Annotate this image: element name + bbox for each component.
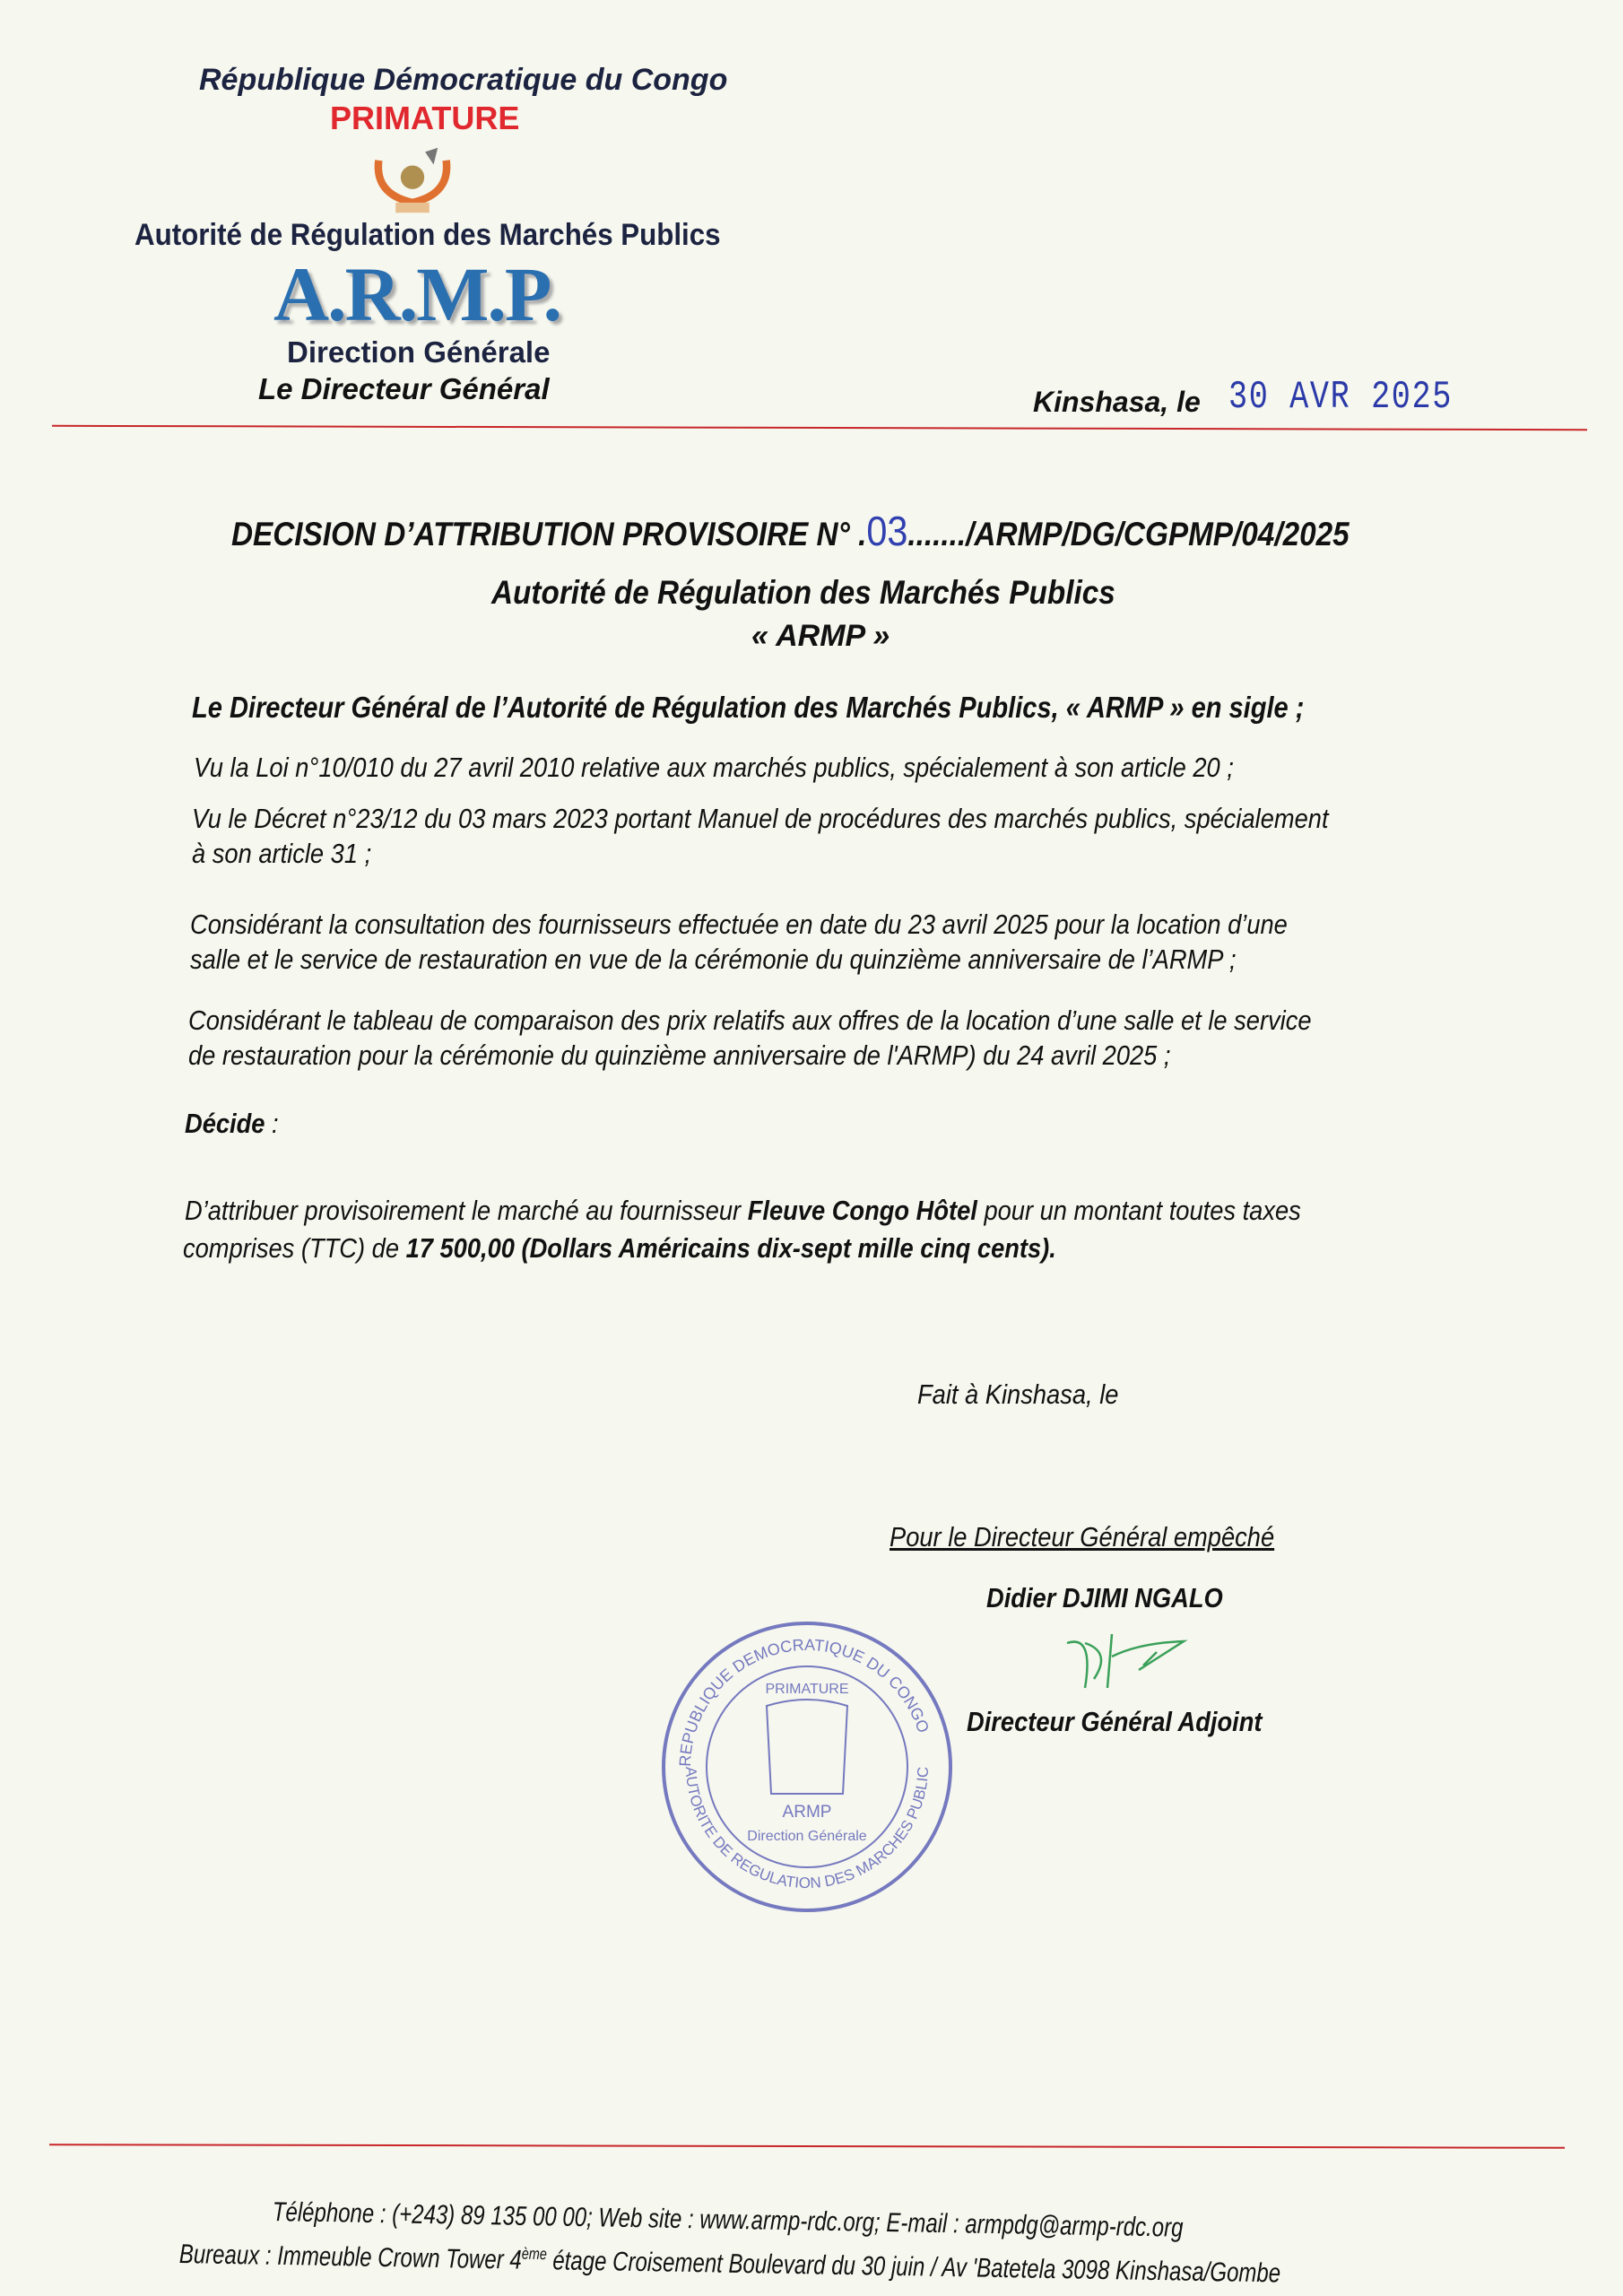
footer-divider bbox=[49, 2144, 1565, 2149]
ministry-name: PRIMATURE bbox=[330, 100, 520, 136]
decide-heading bbox=[185, 1108, 279, 1140]
intro-paragraph: Le Directeur Général de l’Autorité de Régulation des Marchés Publics, « ARMP » en sigle ; bbox=[192, 691, 1305, 724]
signature-place: Fait à Kinshasa, le bbox=[917, 1378, 1119, 1410]
header-divider bbox=[52, 425, 1587, 430]
decision-text-3: comprises (TTC) de bbox=[183, 1232, 406, 1264]
vu-decret-line-2: à son article 31 ; bbox=[192, 838, 372, 869]
footer-address bbox=[179, 2239, 1281, 2289]
country-name: République Démocratique du Congo bbox=[199, 63, 728, 97]
address-text-1: Bureaux : Immeuble Crown Tower 4 bbox=[178, 2239, 522, 2275]
signatory-name: Didier DJIMI NGALO bbox=[986, 1582, 1223, 1613]
considerant-1-line-2: salle et le service de restauration en vue de la cérémonie du quinzième anniversaire de l’ARMP ; bbox=[190, 944, 1237, 975]
contract-amount: 17 500,00 (Dollars Américains dix-sept mille cinq cents). bbox=[405, 1232, 1056, 1264]
decision-text-1: D’attribuer provisoirement le marché au fournisseur bbox=[185, 1195, 748, 1226]
considerant-2-line-1: Considérant le tableau de comparaison des prix relatifs aux offres de la location d’une salle et le service bbox=[188, 1004, 1312, 1036]
supplier-name: Fleuve Congo Hôtel bbox=[747, 1195, 977, 1226]
coat-of-arms-emblem bbox=[363, 144, 462, 215]
authority-name: Autorité de Régulation des Marchés Publics bbox=[135, 218, 721, 252]
decision-number: 03 bbox=[866, 508, 908, 554]
decision-text-2: pour un montant toutes taxes bbox=[976, 1195, 1301, 1226]
decision-line-2 bbox=[183, 1232, 1056, 1265]
address-text-2: étage Croisement Boulevard du 30 juin / Av 'Batetela 3098 Kinshasa/Gombe bbox=[546, 2246, 1281, 2289]
date-stamp: 30 AVR 2025 bbox=[1228, 375, 1453, 420]
decision-line-1 bbox=[185, 1195, 1301, 1227]
decision-title bbox=[231, 507, 1350, 555]
considerant-1-line-1: Considérant la consultation des fournisseurs effectuée en date du 23 avril 2025 pour la location d’une bbox=[190, 909, 1288, 940]
decision-prefix: DECISION D’ATTRIBUTION PROVISOIRE N° . bbox=[231, 516, 867, 552]
armp-logo-text: A.R.M.P. bbox=[273, 251, 561, 337]
title-authority: Autorité de Régulation des Marchés Publics bbox=[491, 574, 1115, 611]
stamp-bottom: Direction Générale bbox=[747, 1829, 867, 1844]
director-label: Le Directeur Général bbox=[258, 372, 550, 405]
stamp-center: ARMP bbox=[782, 1803, 832, 1822]
official-stamp bbox=[655, 1614, 959, 1919]
title-acronym: « ARMP » bbox=[751, 619, 890, 653]
considerant-2-line-2: de restauration pour la cérémonie du quinzième anniversaire de l'ARMP) du 24 avril 2025 ; bbox=[188, 1039, 1171, 1071]
decide-label: Décide bbox=[185, 1108, 265, 1139]
place-label: Kinshasa, le bbox=[1033, 386, 1201, 418]
stamp-outer-top: REPUBLIQUE DEMOCRATIQUE DU CONGO bbox=[675, 1635, 933, 1768]
stamp-outer-bottom: AUTORITE DE REGULATION DES MARCHES PUBLIC bbox=[681, 1766, 933, 1892]
signatory-title: Directeur Général Adjoint bbox=[967, 1706, 1263, 1737]
vu-loi-paragraph: Vu la Loi n°10/010 du 27 avril 2010 relative aux marchés publics, spécialement à son article 20 ; bbox=[194, 752, 1234, 783]
footer-contact: Téléphone : (+243) 89 135 00 00; Web site : www.armp-rdc.org; E-mail : armpdg@armp-rdc.org bbox=[272, 2197, 1184, 2243]
handwritten-signature bbox=[1058, 1625, 1202, 1697]
vu-decret-line-1: Vu le Décret n°23/12 du 03 mars 2023 portant Manuel de procédures des marchés publics, spécialement bbox=[192, 803, 1329, 834]
direction-label: Direction Générale bbox=[287, 335, 551, 369]
decision-suffix: ......./ARMP/DG/CGPMP/04/2025 bbox=[907, 516, 1350, 552]
decide-colon: : bbox=[265, 1108, 279, 1139]
address-superscript: ème bbox=[521, 2244, 547, 2264]
on-behalf-label: Pour le Directeur Général empêché bbox=[890, 1521, 1275, 1552]
stamp-inner: PRIMATURE bbox=[765, 1682, 849, 1697]
